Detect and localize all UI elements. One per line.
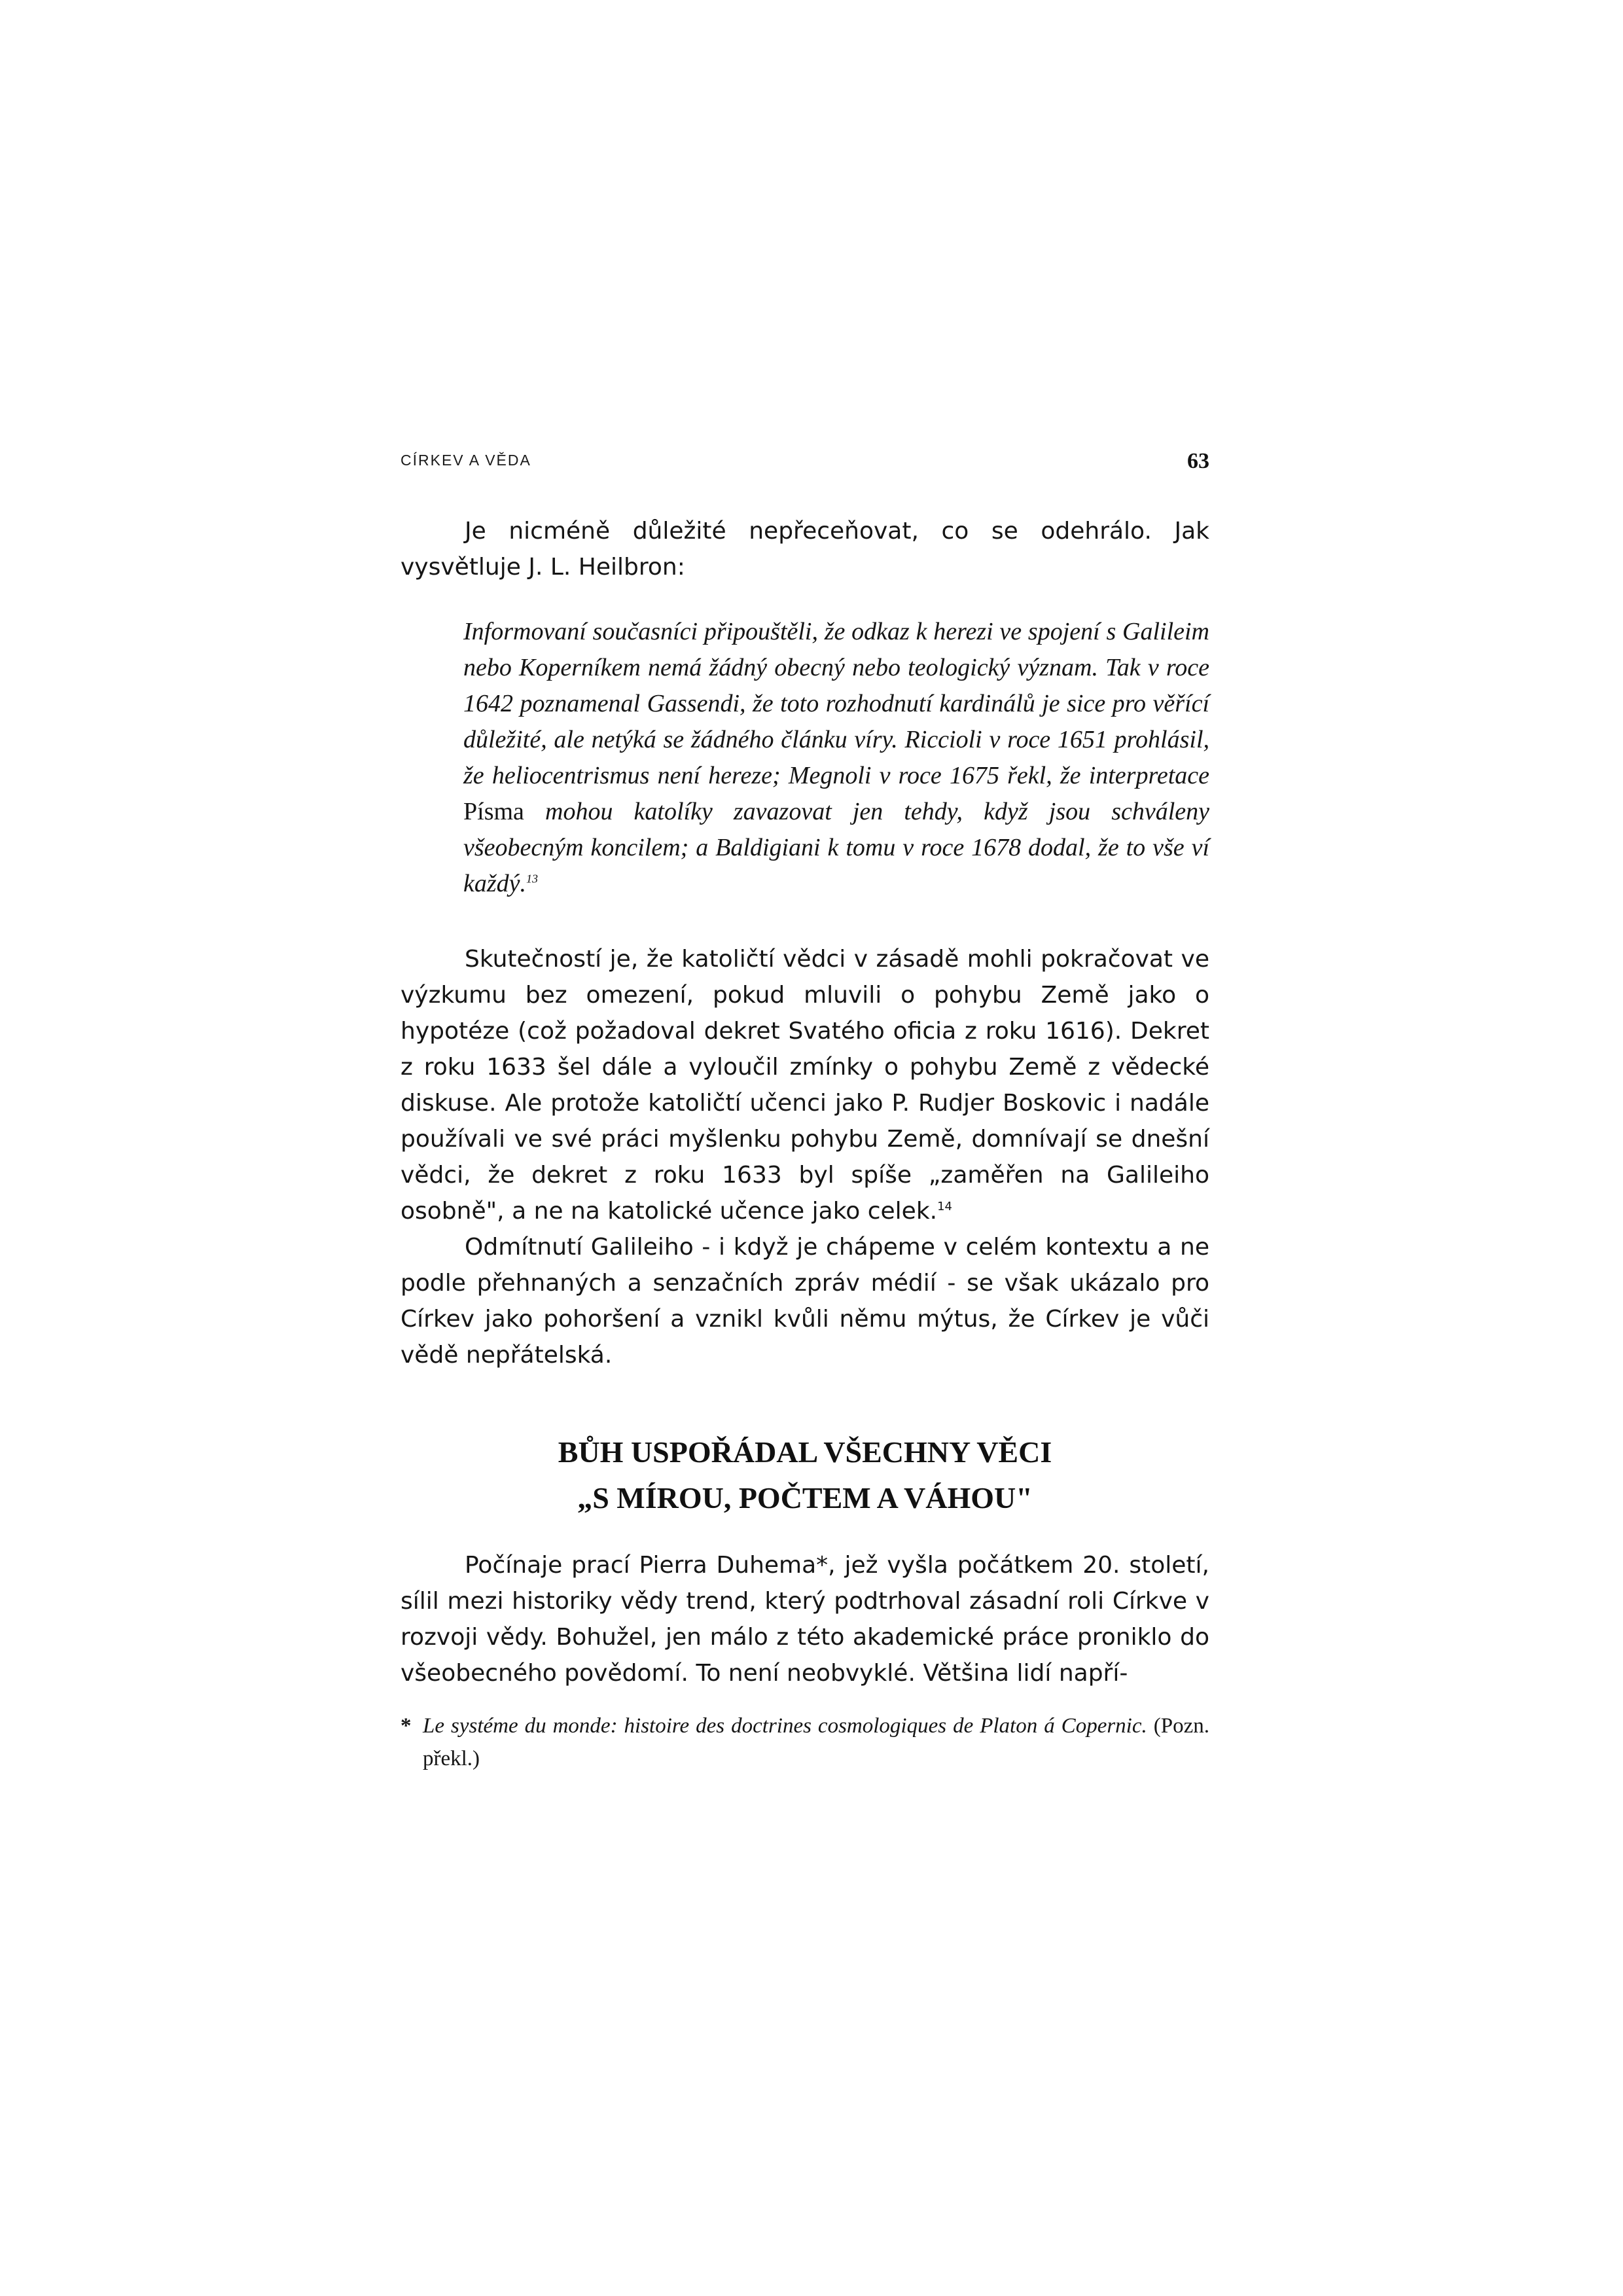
paragraph-decree-text: Skutečností je, že katoličtí vědci v zásadě mohli pokračovat ve výzkumu bez omezení, pokud mluvili o pohybu Země jako o hypotéze (což požadoval dekret Svatého oficia z roku 1616). Dekret z roku 1633 šel dále a vyloučil zmínky o pohybu Země z vědecké diskuse. Ale protože katoličtí učenci jako P. Rudjer Boskovic i nadále používali ve své práci myšlenku pohybu Země, domnívají se dnešní vědci, že dekret z roku 1633 byl spíše „zaměřen na Galileiho osobně", a ne na katolické učence jako celek. xyxy=(401,946,1209,1225)
note-ref-14: 14 xyxy=(937,1200,953,1213)
note-ref-13: 13 xyxy=(526,872,539,886)
page-number: 63 xyxy=(1187,449,1209,473)
section-title-line-2: „S MÍROU, POČTEM A VÁHOU" xyxy=(577,1481,1033,1515)
paragraph-duhem: Počínaje prací Pierra Duhema*, jež vyšla počátkem 20. století, sílil mezi historiky vědy trend, který podtrhoval zásadní roli Církve v rozvoji vědy. Bohužel, jen málo z této akademické práce proniklo do všeobecného povědomí. To není neobvyklé. Většina lidí napří- xyxy=(401,1552,1209,1687)
footnote xyxy=(401,1710,1209,1775)
running-header xyxy=(401,445,1209,484)
section-title xyxy=(401,1429,1209,1521)
block-quote xyxy=(463,614,1209,902)
paragraph-decree xyxy=(401,941,1209,1229)
paragraph-rejection: Odmítnutí Galileiho - i když je chápeme v celém kontextu a ne podle přehnaných a senzačních zpráv médií - se však ukázalo pro Církev jako pohoršení a vznikl kvůli němu mýtus, že Církev je vůči vědě nepřátelská. xyxy=(401,1234,1209,1369)
quote-roman-word: Písma xyxy=(463,798,524,825)
paragraph-intro: Je nicméně důležité nepřeceňovat, co se odehrálo. Jak vysvětluje J. L. Heilbron: xyxy=(401,518,1209,581)
quote-text-after: mohou katolíky zavazovat jen tehdy, když jsou schváleny všeobecným koncilem; a Baldigiani k tomu v roce 1678 dodal, že to vše ví každý. xyxy=(463,798,1210,897)
running-title: CÍRKEV A VĚDA xyxy=(401,452,531,469)
book-page xyxy=(401,445,1209,1775)
footnote-note: (Pozn. překl.) xyxy=(423,1714,1209,1770)
section-title-line-1: BŮH USPOŘÁDAL VŠECHNY VĚCI xyxy=(558,1435,1052,1469)
quote-text-before: Informovaní současníci připouštěli, že odkaz k herezi ve spojení s Galileim nebo Koperníkem nemá žádný obecný nebo teologický význam. Tak v roce 1642 poznamenal Gassendi, že toto rozhodnutí kardinálů je sice pro věřící důležité, ale netýká se žádného článku víry. Riccioli v roce 1651 prohlásil, že heliocentrismus není hereze; Megnoli v roce 1675 řekl, že interpretace xyxy=(463,618,1209,789)
footnote-mark: * xyxy=(401,1714,412,1738)
footnote-title: Le systéme du monde: histoire des doctrines cosmologiques de Platon á Copernic. xyxy=(423,1714,1147,1738)
